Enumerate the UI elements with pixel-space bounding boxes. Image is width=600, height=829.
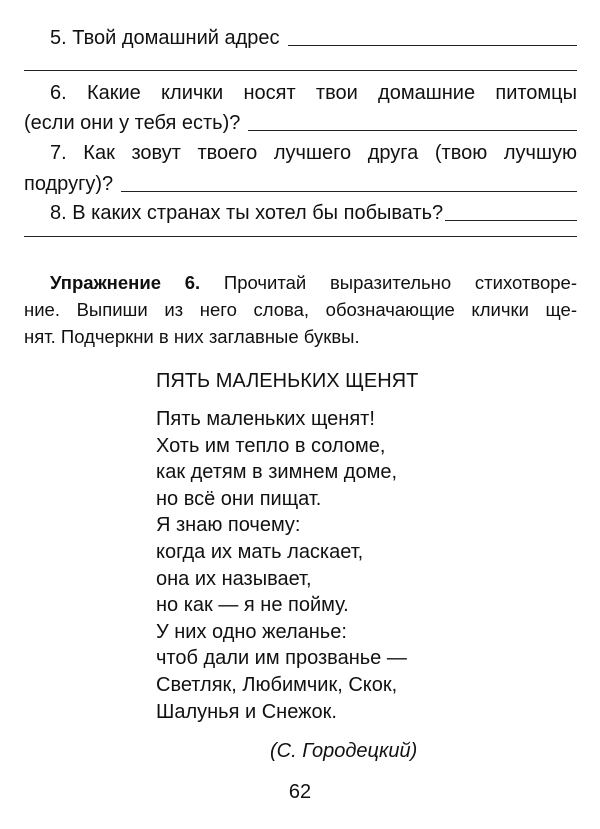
exercise-label: Упражнение 6. [50,272,201,293]
answer-line[interactable] [445,220,577,221]
poem-body [156,406,407,725]
answer-line[interactable] [288,45,577,46]
exercise-text: ние. Выпиши из него слова, обозначающие клички ще- [24,299,577,320]
question-6 [24,80,577,106]
exercise-text: нят. Подчеркни в них заглавные буквы. [24,326,360,347]
poem-title: ПЯТЬ МАЛЕНЬКИХ ЩЕНЯТ [156,370,419,392]
question-6-cont [24,110,577,136]
question-text: 8. В каких странах ты хотел бы побывать? [50,202,444,224]
question-5 [24,25,577,51]
exercise-text: Прочитай выразительно стихотворе- [223,272,578,293]
poem-line: Пять маленьких щенят! [156,408,375,430]
poem-line: как детям в зимнем доме, [156,461,398,484]
exercise-line-3 [24,324,577,350]
poem-line: чтоб дали им прозванье — [156,647,407,670]
poem-line: Хоть им тепло в соломе, [156,434,386,457]
question-text: 7. Как зовут твоего лучшего друга (твою лучшую [50,142,577,164]
poem-line: когда их мать ласкает, [156,540,364,563]
poem-line: но как — я не пойму. [156,594,349,617]
answer-line[interactable] [24,70,577,71]
poem-line: Шалунья и Снежок. [156,700,337,723]
question-text: 5. Твой домашний адрес [50,27,280,49]
poem-line: У них одно желанье: [156,620,347,643]
poem-line: она их называет, [156,567,312,590]
poem-line: Светляк, Любимчик, Скок, [156,673,398,696]
exercise-line-1 [24,270,577,296]
question-text: подругу)? [24,173,114,195]
poem-line: Я знаю почему: [156,514,301,537]
question-text: 6. Какие клички носят твои домашние питомцы [50,82,577,104]
question-7 [24,140,577,166]
page-number: 62 [288,781,312,803]
poem-line: но всё они пищат. [156,487,322,510]
poem-author: (С. Городецкий) [270,740,418,762]
answer-line[interactable] [24,236,577,237]
question-7-cont [24,171,577,197]
answer-line[interactable] [248,130,577,131]
question-text: (если они у тебя есть)? [24,112,241,134]
answer-line[interactable] [121,191,577,192]
exercise-line-2 [24,297,577,323]
question-8 [24,200,577,226]
